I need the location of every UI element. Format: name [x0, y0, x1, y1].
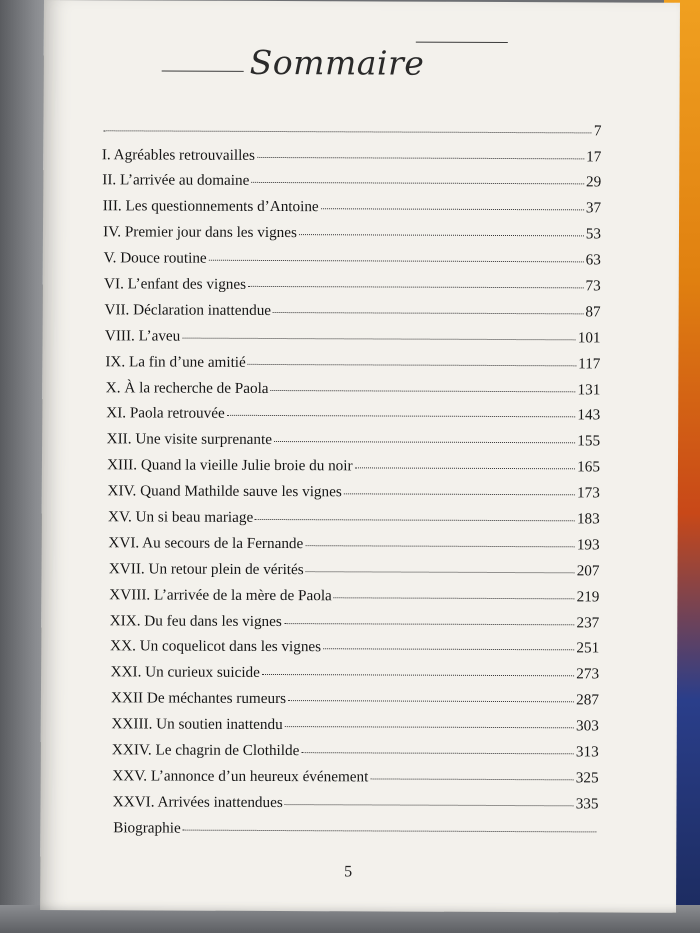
toc-entry — [101, 144, 601, 172]
toc-entry — [100, 507, 600, 535]
toc-dot-leader — [334, 583, 575, 599]
toc-entry-title: XIII. Quand la vieille Julie broie du noir — [107, 456, 353, 475]
toc-entry-title: XXVI. Arrivées inattendues — [112, 793, 283, 811]
toc-entry-page: 335 — [575, 795, 599, 813]
toc-entry — [100, 429, 600, 457]
toc-entry — [101, 274, 601, 302]
toc-dot-leader — [285, 790, 574, 806]
toc-entry — [101, 170, 601, 198]
toc-entry-page: 173 — [577, 484, 600, 502]
toc-entry-title: XII. Une visite surprenante — [106, 430, 273, 449]
toc-dot-leader — [248, 350, 576, 366]
toc-entry — [100, 377, 600, 405]
toc-entry — [100, 455, 600, 483]
book-page — [40, 0, 680, 913]
page-number: 5 — [344, 863, 353, 881]
toc-entry — [101, 299, 601, 327]
toc-dot-leader — [209, 246, 584, 262]
toc-entry-page: 193 — [576, 536, 600, 554]
toc-entry — [100, 351, 600, 379]
toc-entry-page: 273 — [576, 665, 600, 683]
toc-entry — [100, 481, 600, 509]
toc-entry-page: 73 — [585, 277, 601, 295]
toc-entry-page: 155 — [577, 432, 601, 450]
toc-entry — [99, 662, 599, 690]
toc-entry-title: II. L’arrivée au domaine — [102, 171, 250, 190]
toc-dot-leader — [262, 661, 574, 677]
toc-entry-title: III. Les questionnements d’Antoine — [102, 197, 319, 216]
toc-entry — [99, 714, 599, 742]
toc-dot-leader — [288, 687, 574, 703]
toc-entry — [99, 766, 599, 794]
toc-entry-title: XXIV. Le chagrin de Clothilde — [111, 741, 300, 760]
toc-entry-title: XIV. Quand Mathilde sauve les vignes — [107, 482, 342, 501]
toc-entry-title: XXI. Un curieux suicide — [110, 663, 260, 682]
toc-dot-leader — [183, 816, 597, 832]
toc-dot-leader — [344, 480, 575, 496]
toc-dot-leader — [355, 454, 576, 470]
toc-entry-page: 325 — [575, 769, 599, 787]
toc-dot-leader — [273, 298, 583, 314]
toc-entry-page: 53 — [585, 225, 602, 243]
toc-dot-leader — [321, 195, 584, 211]
toc-entry-title: XVIII. L’arrivée de la mère de Paola — [109, 585, 332, 604]
toc-entry — [101, 118, 601, 146]
toc-entry-title: XXII De méchantes rumeurs — [111, 689, 287, 708]
toc-dot-leader — [370, 765, 574, 781]
toc-entry — [101, 222, 601, 250]
toc-entry-title: XX. Un coquelicot dans les vignes — [110, 637, 322, 656]
toc-entry — [99, 610, 599, 638]
toc-entry-page: 131 — [577, 380, 601, 399]
toc-entry — [99, 636, 599, 664]
toc-entry-page: 287 — [576, 691, 599, 709]
toc-entry — [98, 817, 598, 845]
toc-entry-page: 237 — [576, 613, 600, 632]
toc-entry-page: 143 — [577, 406, 601, 424]
toc-dot-leader — [182, 324, 576, 340]
heading-rule-left — [162, 71, 244, 72]
toc-dot-leader — [227, 402, 576, 418]
toc-entry-page: 219 — [576, 588, 600, 606]
toc-entry-title: XI. Paola retrouvée — [106, 404, 225, 423]
toc-dot-leader — [251, 169, 584, 185]
toc-dot-leader — [248, 272, 584, 288]
toc-dot-leader — [301, 739, 574, 755]
toc-entry-page: 87 — [585, 303, 601, 321]
toc-entry-title: VII. Déclaration inattendue — [104, 301, 272, 319]
toc-dot-leader — [306, 557, 575, 573]
toc-dot-leader — [299, 221, 584, 237]
toc-entry — [99, 558, 599, 586]
toc-dot-leader — [285, 713, 574, 729]
toc-entry — [100, 325, 600, 353]
toc-entry — [98, 791, 598, 819]
toc-entry-title: XXIII. Un soutien inattendu — [111, 715, 283, 734]
toc-entry-title: X. À la recherche de Paola — [105, 378, 269, 397]
toc-entry-title: I. Agréables retrouvailles — [101, 145, 256, 164]
heading-rule-right — [416, 42, 508, 43]
toc-entry — [99, 740, 599, 768]
toc-entry — [101, 196, 601, 224]
toc-dot-leader — [274, 428, 575, 444]
toc-entry-page: 29 — [585, 173, 602, 191]
toc-entry-title: VIII. L’aveu — [104, 327, 181, 345]
toc-entry-page: 313 — [575, 743, 599, 761]
toc-entry-page: 17 — [586, 147, 602, 165]
toc-dot-leader — [271, 376, 576, 392]
toc-entry — [100, 403, 600, 431]
toc-entry — [99, 688, 599, 716]
toc-entry-page: 251 — [576, 639, 600, 657]
toc-entry-page: 117 — [578, 355, 601, 373]
toc-entry-title: V. Douce routine — [103, 249, 207, 267]
toc-entry-page: 303 — [576, 717, 599, 735]
heading-block — [44, 28, 680, 101]
toc-entry-page: 183 — [576, 510, 600, 528]
toc-dot-leader — [305, 531, 575, 547]
toc-entry-page: 37 — [585, 199, 602, 217]
toc-entry-title: IX. La fin d’une amitié — [105, 352, 246, 371]
toc-entry-title: XIX. Du feu dans les vignes — [109, 611, 282, 630]
toc-entry-title: Biographie — [113, 819, 181, 837]
toc-dot-leader — [323, 635, 574, 651]
toc-entry-title: XVII. Un retour plein de vérités — [108, 560, 304, 578]
table-of-contents — [98, 118, 601, 845]
toc-entry — [100, 532, 600, 560]
toc-dot-leader — [284, 609, 575, 625]
page-title: Sommaire — [249, 42, 425, 83]
toc-entry-page: 165 — [577, 458, 601, 476]
toc-entry-title: IV. Premier jour dans les vignes — [103, 223, 297, 242]
toc-entry-title: XV. Un si beau mariage — [107, 508, 254, 526]
toc-entry-page: 7 — [593, 122, 602, 140]
toc-entry-page: 101 — [577, 329, 601, 347]
toc-entry — [99, 584, 599, 612]
toc-dot-leader — [255, 505, 575, 521]
toc-entry — [101, 248, 601, 276]
toc-entry-title: XXV. L’annonce d’un heureux événement — [112, 767, 369, 786]
toc-dot-leader — [257, 143, 584, 159]
toc-entry-title: VI. L’enfant des vignes — [104, 275, 247, 293]
toc-entry-page: 63 — [585, 251, 601, 269]
toc-entry-page: 207 — [576, 562, 600, 580]
toc-entry-title: XVI. Au secours de la Fernande — [108, 534, 304, 553]
toc-dot-leader — [103, 116, 591, 133]
